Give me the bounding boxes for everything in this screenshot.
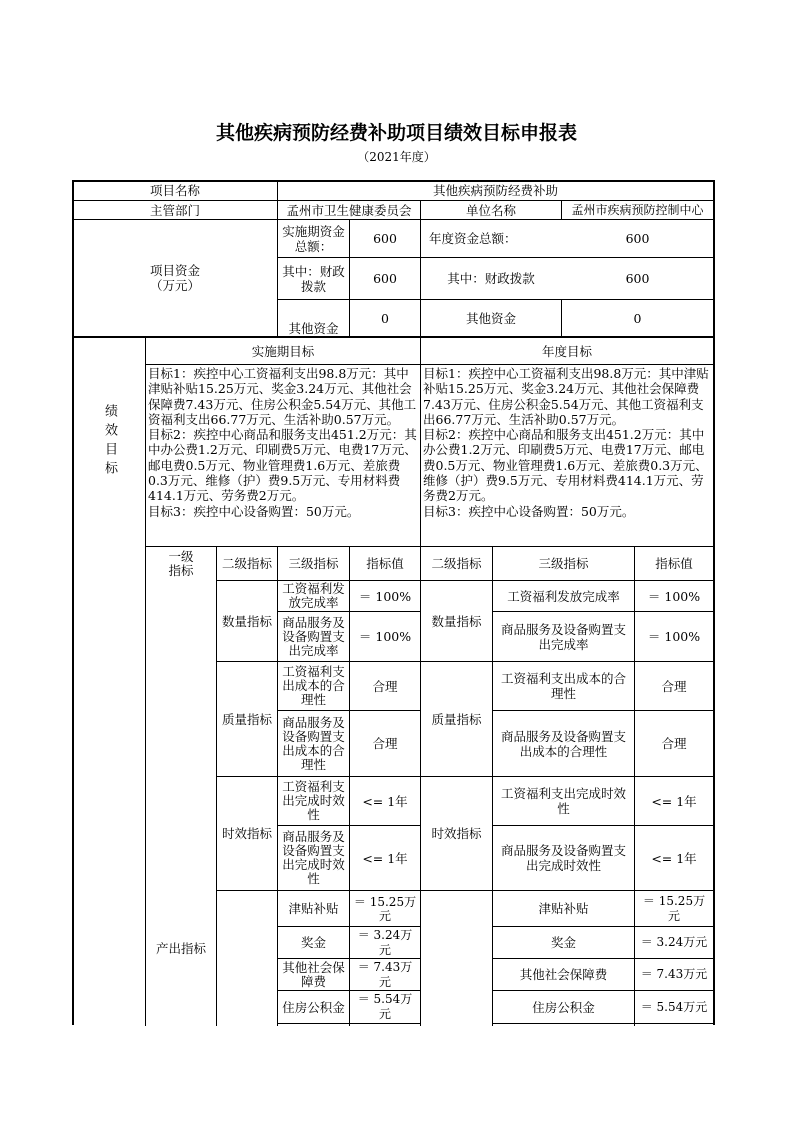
year-other-label: 其他资金 xyxy=(465,310,516,326)
level2-header-year: 二级指标 xyxy=(431,556,482,571)
indicator-l3-year-10: 住房公积金 xyxy=(532,999,595,1015)
indicator-l3-4: 商品服务及设备购置支出成本的合理性 xyxy=(282,714,345,772)
value-header: 指标值 xyxy=(366,556,404,571)
level2-header: 二级指标 xyxy=(221,556,272,571)
project-name-label: 项目名称 xyxy=(149,183,200,198)
indicator-val-9: ＝ 7.43万元 xyxy=(357,959,413,989)
indicator-l3-year-8: 奖金 xyxy=(550,935,576,950)
indicator-val-7: ＝ 15.25万元 xyxy=(353,894,417,923)
funds-label: 项目资金 （万元） xyxy=(149,263,200,293)
page-title: 其他疾病预防经费补助项目绩效目标申报表 xyxy=(215,122,577,144)
indicator-l3-year-9: 其他社会保障费 xyxy=(519,967,608,982)
indicator-val-year-3: 合理 xyxy=(661,678,687,694)
indicator-l3-year-3: 工资福利支出成本的合理性 xyxy=(500,671,626,701)
quality-indicator: 质量指标 xyxy=(221,711,272,727)
indicator-l3-6: 商品服务及设备购置支出完成时效性 xyxy=(282,829,345,886)
indicator-val-2: ＝ 100% xyxy=(358,629,412,644)
indicator-val-year-7: ＝ 15.25万元 xyxy=(642,893,706,923)
impl-goal-header: 实施期目标 xyxy=(251,343,315,359)
indicator-l3-1: 工资福利发放完成率 xyxy=(282,581,345,610)
level1-header: 一级 指标 xyxy=(168,548,194,578)
indicator-val-year-8: ＝ 3.24万元 xyxy=(640,935,708,949)
indicator-l3-7: 津贴补贴 xyxy=(288,901,339,916)
impl-other-value: 0 xyxy=(381,310,389,326)
indicator-val-10: ＝ 5.54万元 xyxy=(357,992,413,1021)
indicator-val-3: 合理 xyxy=(372,678,398,694)
quantity-indicator-year: 数量指标 xyxy=(431,613,482,629)
impl-goal-1: 目标1：疾控中心工资福利支出98.8万元：其中津贴补贴15.25万元、奖金3.24万元、其他社会保障费7.43万元、住房公积金5.54万元、其他工资福利支出66.77万元、生活补助0.57万元。 xyxy=(148,366,417,427)
year-fin-label: 其中：财政拨款 xyxy=(447,271,535,286)
timeliness-indicator-year: 时效指标 xyxy=(431,826,482,841)
indicator-val-year-4: 合理 xyxy=(661,736,687,751)
year-goal-header: 年度目标 xyxy=(541,343,592,359)
year-goal-text xyxy=(421,365,713,546)
impl-fin-label: 其中：财政拨款 xyxy=(282,263,345,294)
indicator-val-year-1: ＝ 100% xyxy=(647,588,701,604)
impl-goal-text xyxy=(146,365,420,546)
indicator-val-year-6: <= 1年 xyxy=(651,850,697,866)
goals-section-label: 绩效目标 xyxy=(102,404,117,480)
indicator-val-1: ＝ 100% xyxy=(358,588,412,604)
indicator-l3-5: 工资福利支出完成时效性 xyxy=(282,779,345,822)
indicator-l3-8: 奖金 xyxy=(300,935,326,950)
year-goal-2: 目标2：疾控中心商品和服务支出451.2万元：其中办公费1.2万元、印刷费5万元、电费17万元、邮电费0.5万元、物业管理费1.6万元、差旅费0.3万元、维修（护）费9.5万元、专用材料费414.1万元、劳务费2万元。 xyxy=(423,427,708,504)
indicator-l3-3: 工资福利支出成本的合理性 xyxy=(282,664,345,707)
unit-value: 孟州市疾病预防控制中心 xyxy=(571,202,704,217)
indicator-l3-year-4: 商品服务及设备购置支出成本的合理性 xyxy=(500,728,626,759)
quality-indicator-year: 质量指标 xyxy=(431,711,482,727)
dept-value: 孟州市卫生健康委员会 xyxy=(286,202,412,218)
output-indicator-label: 产出指标 xyxy=(155,941,206,956)
indicator-l3-year-1: 工资福利发放完成率 xyxy=(507,588,620,604)
level3-header-year: 三级指标 xyxy=(538,556,589,571)
indicator-val-year-9: ＝ 7.43万元 xyxy=(640,967,708,981)
indicator-val-8: ＝ 3.24万元 xyxy=(357,927,413,957)
year-total-label: 年度资金总额： xyxy=(429,231,517,246)
page-subtitle-year: （2021年度） xyxy=(357,150,436,164)
quantity-indicator: 数量指标 xyxy=(221,613,272,629)
project-name-value: 其他疾病预防经费补助 xyxy=(432,183,558,198)
indicator-val-4: 合理 xyxy=(372,736,398,751)
indicator-val-6: <= 1年 xyxy=(362,850,408,866)
year-fin-value: 600 xyxy=(625,271,650,286)
level3-header: 三级指标 xyxy=(288,556,339,571)
indicator-val-year-5: <= 1年 xyxy=(651,793,697,809)
indicator-l3-year-7: 津贴补贴 xyxy=(538,901,589,916)
indicator-val-5: <= 1年 xyxy=(362,793,408,809)
indicator-l3-9: 其他社会保障费 xyxy=(282,959,345,989)
indicator-l3-10: 住房公积金 xyxy=(282,999,345,1015)
indicator-val-year-10: ＝ 5.54万元 xyxy=(640,999,708,1014)
value-header-year: 指标值 xyxy=(655,556,693,571)
dept-label: 主管部门 xyxy=(149,202,200,218)
impl-other-label: 其他资金 xyxy=(288,321,339,336)
impl-fin-value: 600 xyxy=(373,271,397,286)
timeliness-indicator: 时效指标 xyxy=(221,826,272,841)
impl-goal-3: 目标3：疾控中心设备购置：50万元。 xyxy=(148,503,360,519)
indicator-l3-year-6: 商品服务及设备购置支出完成时效性 xyxy=(500,843,626,873)
impl-total-label: 实施期资金总额： xyxy=(282,223,345,254)
indicator-l3-2: 商品服务及设备购置支出完成率 xyxy=(282,614,345,658)
year-other-value: 0 xyxy=(633,310,642,326)
impl-goal-2: 目标2：疾控中心商品和服务支出451.2万元：其中办公费1.2万元、印刷费5万元、电费17万元、邮电费0.5万元、物业管理费1.6万元、差旅费0.3万元、维修（护）费9.5万元、专用材料费414.1万元、劳务费2万元。 xyxy=(148,427,417,504)
year-total-value: 600 xyxy=(625,231,650,246)
indicator-l3-year-2: 商品服务及设备购置支出完成率 xyxy=(500,621,626,652)
unit-label: 单位名称 xyxy=(465,202,516,218)
year-goal-1: 目标1：疾控中心工资福利支出98.8万元：其中津贴补贴15.25万元、奖金3.24万元、其他社会保障费7.43万元、住房公积金5.54万元、其他工资福利支出66.77万元、生活补助0.57万元。 xyxy=(423,366,709,427)
indicator-l3-year-5: 工资福利支出完成时效性 xyxy=(500,786,626,816)
year-goal-3: 目标3：疾控中心设备购置：50万元。 xyxy=(423,503,635,519)
indicator-val-year-2: ＝ 100% xyxy=(647,629,701,644)
impl-total-value: 600 xyxy=(373,231,397,246)
